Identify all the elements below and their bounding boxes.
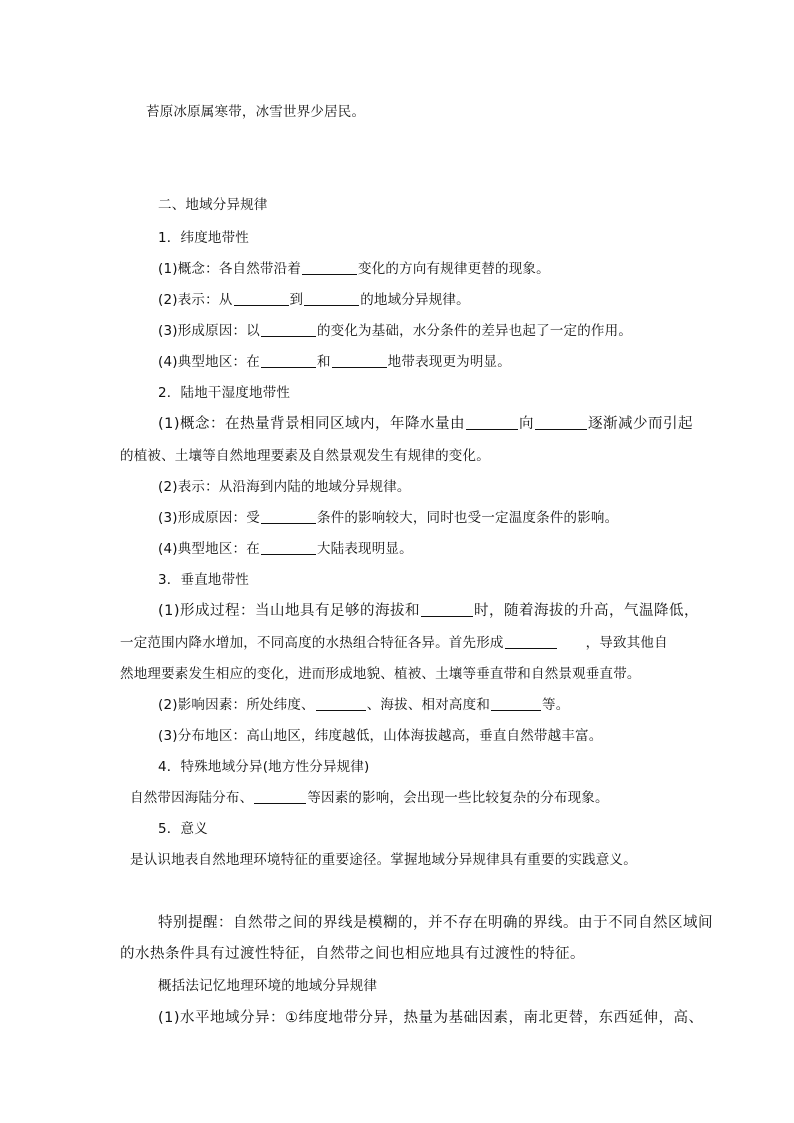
text-line — [158, 539, 413, 559]
text-segment: 变化的方向有规律更替的现象。 — [358, 261, 550, 277]
text-line — [130, 788, 609, 808]
text-segment: 等。 — [542, 697, 570, 713]
subsection-heading: 2．陆地干湿度地带性 — [158, 385, 291, 401]
fill-blank[interactable] — [535, 415, 587, 430]
text-segment: (4)典型地区：在 — [158, 541, 260, 557]
text-segment: (3)形成原因：受 — [158, 510, 260, 526]
text-line: 然地理要素发生相应的变化，进而形成地貌、植被、土壤等垂直带和自然景观垂直带。 — [120, 666, 641, 682]
text-line: 苔原冰原属寒带，冰雪世界少居民。 — [146, 104, 366, 120]
fill-blank[interactable] — [332, 353, 387, 368]
text-line — [158, 601, 699, 621]
text-line — [158, 259, 550, 279]
text-segment: 时，随着海拔的升高，气温降低， — [474, 603, 700, 619]
text-line — [158, 321, 632, 341]
fill-blank[interactable] — [261, 540, 316, 555]
subsection-heading: 1．纬度地带性 — [158, 230, 249, 246]
text-segment: (2)表示：从 — [158, 292, 233, 308]
fill-blank[interactable] — [316, 696, 366, 711]
text-line: 的植被、土壤等自然地理要素及自然景观发生有规律的变化。 — [120, 448, 490, 464]
text-segment: 一定范围内降水增加，不同高度的水热组合特征各异。首先形成 — [120, 635, 504, 651]
fill-blank[interactable] — [261, 509, 316, 524]
fill-blank[interactable] — [505, 634, 557, 649]
text-line — [158, 508, 618, 528]
text-segment: 地带表现更为明显。 — [387, 354, 511, 370]
text-segment: (3)形成原因：以 — [158, 323, 260, 339]
text-segment: 自然带因海陆分布、 — [130, 790, 254, 806]
fill-blank[interactable] — [261, 353, 316, 368]
text-line — [158, 290, 470, 310]
text-segment: 到 — [289, 292, 304, 308]
text-segment: 大陆表现明显。 — [316, 541, 413, 557]
text-segment: 的地域分异规律。 — [360, 292, 470, 308]
text-segment: ，导致其他自 — [585, 635, 668, 651]
text-line — [158, 414, 693, 434]
fill-blank[interactable] — [466, 415, 518, 430]
text-segment: 和 — [316, 354, 331, 370]
text-segment: 逐渐减少而引起 — [588, 416, 694, 432]
text-segment: (1)概念：在热量背景相同区域内，年降水量由 — [158, 416, 466, 432]
fill-blank[interactable] — [491, 696, 541, 711]
text-segment: 、海拔、相对高度和 — [366, 697, 491, 713]
section-heading: 二、地域分异规律 — [158, 197, 268, 213]
subsection-heading: 概括法记忆地理环境的地域分异规律 — [158, 978, 378, 994]
fill-blank[interactable] — [304, 291, 359, 306]
subsection-heading: 5．意义 — [158, 821, 208, 837]
note-line: 特别提醒：自然带之间的界线是模糊的，并不存在明确的界线。由于不同自然区域间 — [158, 915, 713, 931]
text-segment: 条件的影响较大，同时也受一定温度条件的影响。 — [316, 510, 619, 526]
fill-blank[interactable] — [234, 291, 289, 306]
text-segment: (1)概念：各自然带沿着 — [158, 261, 302, 277]
text-line: (1)水平地域分异：①纬度地带分异，热量为基础因素，南北更替，东西延伸，高、 — [158, 1010, 704, 1026]
fill-blank[interactable] — [302, 260, 357, 275]
text-segment: (2)影响因素：所处纬度、 — [158, 697, 315, 713]
text-segment: 向 — [519, 416, 535, 432]
text-segment: (4)典型地区：在 — [158, 354, 260, 370]
fill-blank[interactable] — [254, 789, 306, 804]
text-segment: 等因素的影响，会出现一些比较复杂的分布现象。 — [307, 790, 609, 806]
subsection-heading: 4．特殊地域分异(地方性分异规律) — [158, 759, 370, 775]
fill-blank[interactable] — [261, 322, 316, 337]
fill-blank[interactable] — [421, 602, 473, 617]
text-line — [158, 352, 511, 372]
text-segment: (1)形成过程：当山地具有足够的海拔和 — [158, 603, 421, 619]
text-segment: 的变化为基础，水分条件的差异也起了一定的作用。 — [316, 323, 633, 339]
text-line: (2)表示：从沿海到内陆的地域分异规律。 — [158, 479, 411, 495]
text-line: 是认识地表自然地理环境特征的重要途径。掌握地域分异规律具有重要的实践意义。 — [130, 852, 637, 868]
text-line: (3)分布地区：高山地区，纬度越低，山体海拔越高，垂直自然带越丰富。 — [158, 728, 603, 744]
text-line — [158, 695, 569, 715]
text-line — [120, 633, 668, 653]
note-line: 的水热条件具有过渡性特征，自然带之间也相应地具有过渡性的特征。 — [120, 946, 585, 962]
subsection-heading: 3．垂直地带性 — [158, 572, 249, 588]
